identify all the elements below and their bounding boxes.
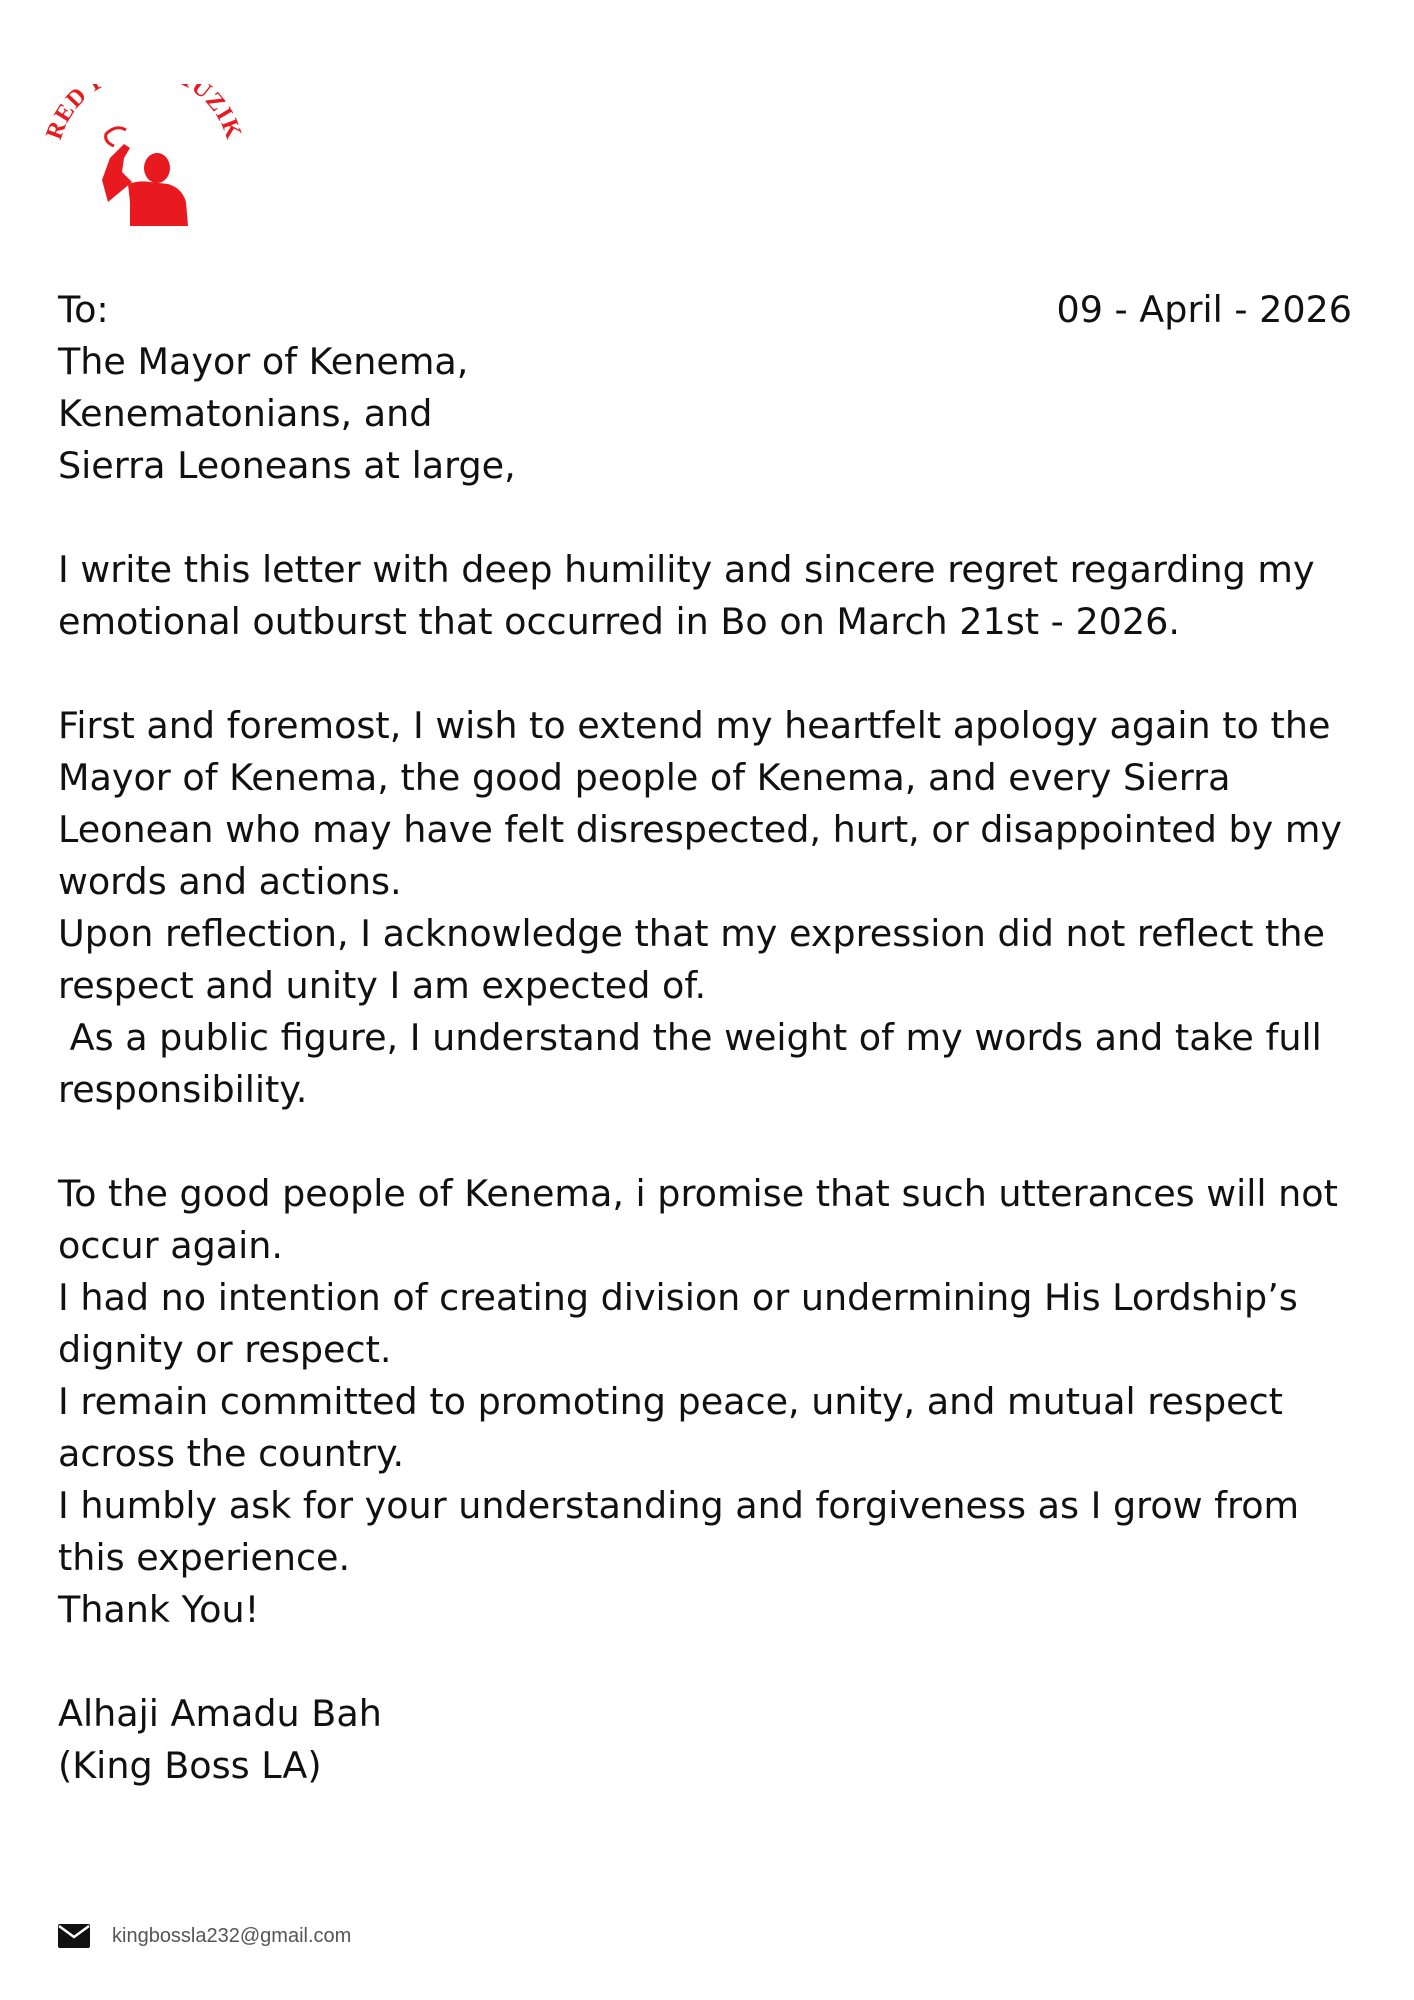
logo-text: RED UZIK — [44, 84, 244, 143]
paragraph-line: respect and unity I am expected of. — [58, 964, 707, 1007]
red-flag-muzik-logo — [44, 84, 244, 226]
paragraph-line: Mayor of Kenema, the good people of Kenema, and every Sierra — [58, 756, 1231, 799]
contact-email[interactable]: kingbossla232@gmail.com — [112, 1924, 352, 1947]
letter-body — [58, 284, 1358, 1792]
paragraph-line: I write this letter with deep humility and sincere regret regarding my — [58, 548, 1315, 591]
recipient-line: Kenematonians, and — [58, 392, 433, 435]
envelope-icon — [58, 1924, 90, 1948]
signature-name: Alhaji Amadu Bah — [58, 1692, 382, 1735]
paragraph-line: Leonean who may have felt disrespected, hurt, or disappointed by my — [58, 808, 1343, 851]
paragraph-line: As a public figure, I understand the weight of my words and take full — [58, 1016, 1322, 1059]
paragraph-line: To the good people of Kenema, i promise that such utterances will not — [58, 1172, 1338, 1215]
paragraph-line: occur again. — [58, 1224, 283, 1267]
paragraph-line: dignity or respect. — [58, 1328, 392, 1371]
paragraph-line: responsibility. — [58, 1068, 308, 1111]
signature-alias: (King Boss LA) — [58, 1744, 322, 1787]
paragraph-line: emotional outburst that occurred in Bo on March 21st - 2026. — [58, 600, 1180, 643]
letter-date: 09 - April - 2026 — [1056, 288, 1352, 331]
paragraph-line: across the country. — [58, 1432, 405, 1475]
paragraph-line: I humbly ask for your understanding and forgiveness as I grow from — [58, 1484, 1300, 1527]
svg-text:RED FLAG MUZIK — [44, 84, 244, 143]
singer-silhouette-icon — [44, 84, 244, 226]
paragraph-line: First and foremost, I wish to extend my heartfelt apology again to the — [58, 704, 1331, 747]
closing-line: Thank You! — [58, 1588, 260, 1631]
paragraph-line: this experience. — [58, 1536, 351, 1579]
paragraph-line: words and actions. — [58, 860, 402, 903]
paragraph-line: I remain committed to promoting peace, unity, and mutual respect — [58, 1380, 1283, 1423]
salutation: To: — [58, 288, 109, 331]
recipient-line: Sierra Leoneans at large, — [58, 444, 516, 487]
recipient-line: The Mayor of Kenema, — [58, 340, 469, 383]
paragraph-line: I had no intention of creating division or undermining His Lordship’s — [58, 1276, 1298, 1319]
paragraph-line: Upon reflection, I acknowledge that my expression did not reflect the — [58, 912, 1325, 955]
contact-footer — [58, 1920, 351, 1952]
